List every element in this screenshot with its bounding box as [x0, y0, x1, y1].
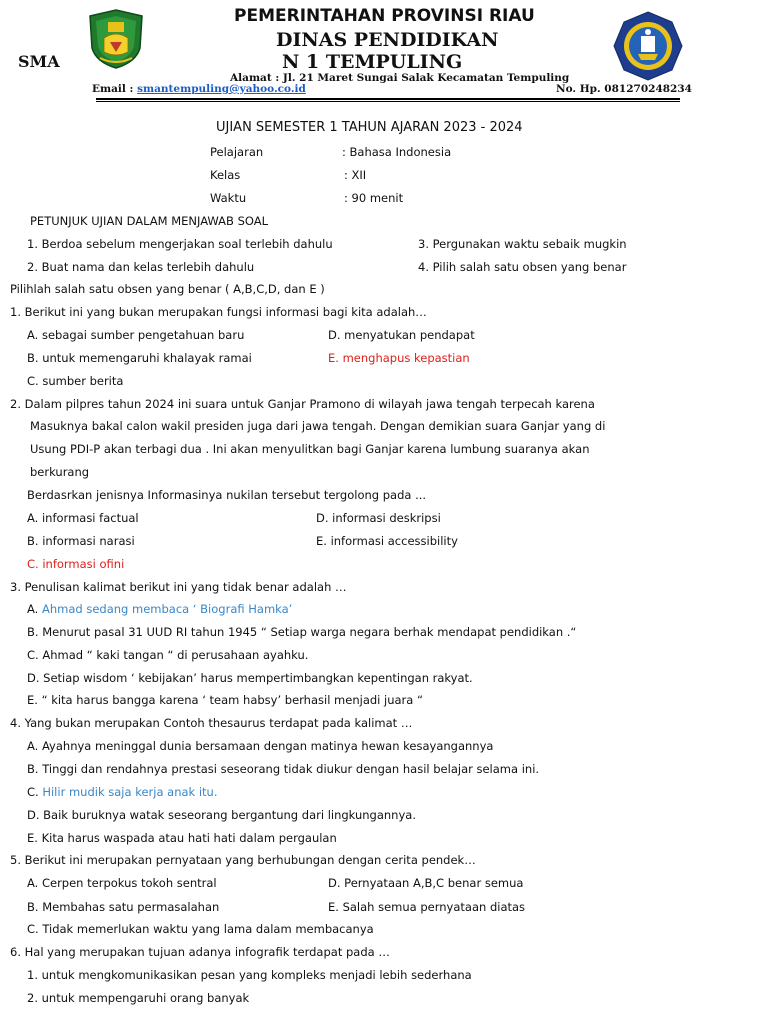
q6-option-2: 2. untuk mempengaruhi orang banyak	[27, 991, 250, 1005]
q5-option-c: C. Tidak memerlukan waktu yang lama dalam membacanya	[27, 922, 374, 936]
question-2-stem-line: 2. Dalam pilpres tahun 2024 ini suara untuk Ganjar Pramono di wilayah jawa tengah terpecah karena	[10, 397, 595, 411]
info-label-class: Kelas	[210, 168, 241, 182]
q1-option-e-highlighted: E. menghapus kepastian	[328, 351, 470, 365]
q4-option-d: D. Baik buruknya watak seseorang bergantung dari lingkungannya.	[27, 808, 416, 822]
q3-option-a-text-highlighted: Ahmad sedang membaca ‘ Biografi Hamka’	[41, 602, 293, 616]
q2-option-e: E. informasi accessibility	[316, 534, 458, 548]
q1-option-a: A. sebagai sumber pengetahuan baru	[27, 328, 245, 342]
q3-option-e: E. “ kita harus bangga karena ‘ team habsy’ berhasil menjadi juara “	[27, 693, 423, 707]
question-5-stem: 5. Berikut ini merupakan pernyataan yang berhubungan dengan cerita pendek…	[10, 853, 476, 867]
header-province: PEMERINTAHAN PROVINSI RIAU	[234, 6, 535, 26]
q4-option-c-prefix: C.	[27, 785, 43, 799]
q1-option-d: D. menyatukan pendapat	[328, 328, 475, 342]
riau-province-logo	[86, 8, 146, 70]
header-rule-thin	[96, 101, 680, 102]
q5-option-e: E. Salah semua pernyataan diatas	[328, 900, 526, 914]
q2-option-d: D. informasi deskripsi	[316, 511, 441, 525]
instruction-item: 2. Buat nama dan kelas terlebih dahulu	[27, 260, 255, 274]
header-email-line	[92, 83, 306, 95]
instruction-item: 4. Pilih salah satu obsen yang benar	[418, 260, 627, 274]
q4-option-a: A. Ayahnya meninggal dunia bersamaan dengan matinya hewan kesayangannya	[27, 739, 494, 753]
info-value-time: : 90 menit	[344, 191, 404, 205]
question-1-stem: 1. Berikut ini yang bukan merupakan fungsi informasi bagi kita adalah…	[10, 305, 427, 319]
header-phone: No. Hp. 081270248234	[556, 83, 692, 95]
q2-option-c-highlighted: C. informasi ofini	[27, 557, 125, 571]
header-school-prefix: SMA	[18, 52, 60, 71]
q6-option-1: 1. untuk mengkomunikasikan pesan yang kompleks menjadi lebih sederhana	[27, 968, 472, 982]
q3-option-a-prefix: A.	[27, 602, 42, 616]
info-label-subject: Pelajaran	[210, 145, 264, 159]
header-rule	[96, 98, 680, 100]
q1-option-b: B. untuk memengaruhi khalayak ramai	[27, 351, 252, 365]
instructions-heading: PETUNJUK UJIAN DALAM MENJAWAB SOAL	[30, 214, 269, 228]
header-agency: DINAS PENDIDIKAN	[276, 29, 499, 51]
q5-option-b: B. Membahas satu permasalahan	[27, 900, 220, 914]
instruction-item: 3. Pergunakan waktu sebaik mugkin	[418, 237, 627, 251]
question-2-prompt: Berdasrkan jenisnya Informasinya nukilan tersebut tergolong pada ...	[27, 488, 427, 502]
email-label: Email :	[92, 83, 134, 95]
info-label-time: Waktu	[210, 191, 247, 205]
q5-option-d: D. Pernyataan A,B,C benar semua	[328, 876, 524, 890]
header-address: Alamat : Jl. 21 Maret Sungai Salak Kecamatan Tempuling	[230, 72, 570, 84]
info-value-subject: : Bahasa Indonesia	[342, 145, 452, 159]
q3-option-a	[27, 602, 292, 616]
q4-option-c-text-highlighted: Hilir mudik saja kerja anak itu.	[42, 785, 218, 799]
q4-option-c	[27, 785, 218, 799]
instruction-item: 1. Berdoa sebelum mengerjakan soal terlebih dahulu	[27, 237, 333, 251]
header-school-name: N 1 TEMPULING	[282, 51, 463, 73]
q2-option-b: B. informasi narasi	[27, 534, 135, 548]
question-3-stem: 3. Penulisan kalimat berikut ini yang tidak benar adalah …	[10, 580, 347, 594]
question-2-stem-line: Usung PDI-P akan terbagi dua . Ini akan menyulitkan bagi Ganjar karena lumbung suaranya akan	[30, 442, 590, 456]
q4-option-e: E. Kita harus waspada atau hati hati dalam pergaulan	[27, 831, 337, 845]
q1-option-c: C. sumber berita	[27, 374, 124, 388]
question-2-stem-line: Masuknya bakal calon wakil presiden juga dari jawa tengah. Dengan demikian suara Ganjar yang di	[30, 419, 606, 433]
q3-option-c: C. Ahmad “ kaki tangan “ di perusahaan ayahku.	[27, 648, 309, 662]
email-link[interactable]: smantempuling@yahoo.co.id	[137, 83, 306, 95]
q3-option-d: D. Setiap wisdom ‘ kebijakan’ harus mempertimbangkan kepentingan rakyat.	[27, 671, 473, 685]
q3-option-b: B. Menurut pasal 31 UUD RI tahun 1945 “ Setiap warga negara berhak mendapat pendidikan .“	[27, 625, 577, 639]
question-6-stem: 6. Hal yang merupakan tujuan adanya infografik terdapat pada …	[10, 945, 390, 959]
question-2-stem-line: berkurang	[30, 465, 90, 479]
exam-title: UJIAN SEMESTER 1 TAHUN AJARAN 2023 - 2024	[216, 120, 523, 135]
q5-option-a: A. Cerpen terpokus tokoh sentral	[27, 876, 217, 890]
q2-option-a: A. informasi factual	[27, 511, 139, 525]
info-value-class: : XII	[344, 168, 367, 182]
dinas-pendidikan-logo	[612, 10, 684, 82]
q4-option-b: B. Tinggi dan rendahnya prestasi seseorang tidak diukur dengan hasil belajar selama ini.	[27, 762, 540, 776]
question-4-stem: 4. Yang bukan merupakan Contoh thesaurus terdapat pada kalimat …	[10, 716, 413, 730]
instructions-general: Pilihlah salah satu obsen yang benar ( A,B,C,D, dan E )	[10, 282, 325, 296]
